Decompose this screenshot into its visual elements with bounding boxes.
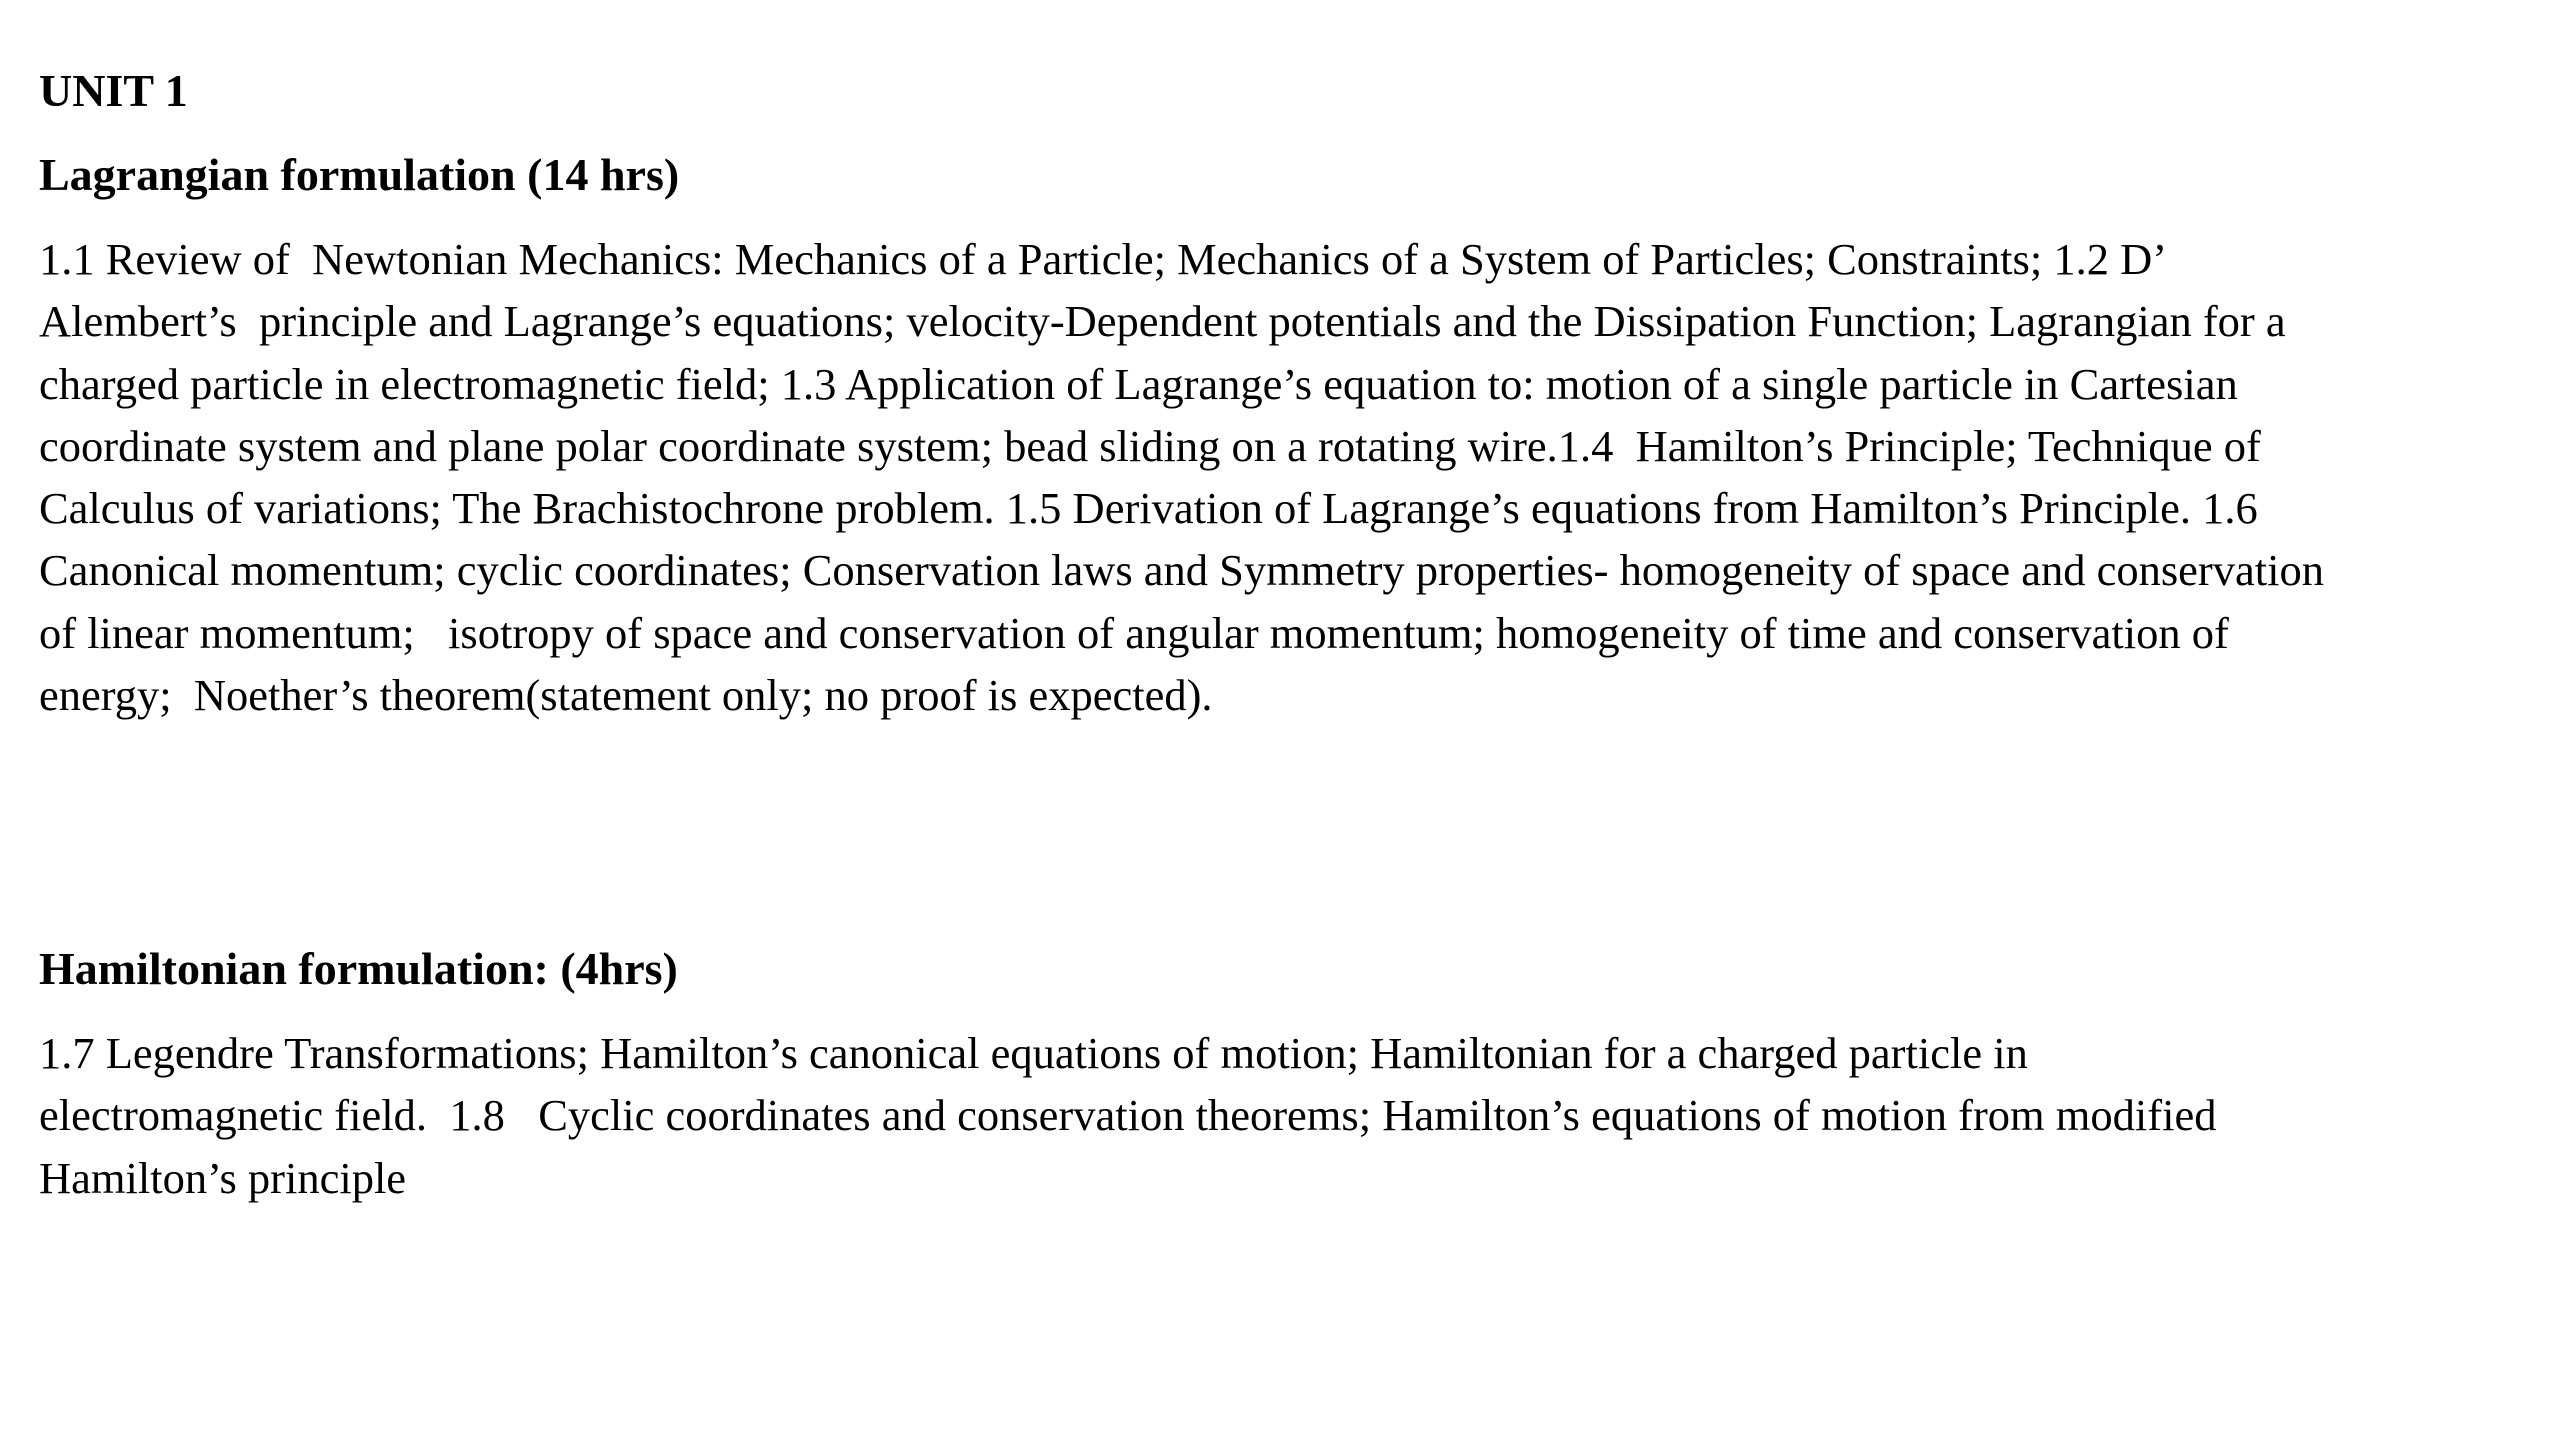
text-line: charged particle in electromagnetic field; 1.3 Application of Lagrange’s equation to: motion of a single particle in Cartesian: [39, 358, 2238, 409]
text-line: 1.7 Legendre Transformations; Hamilton’s canonical equations of motion; Hamiltonian for a charged particle in: [39, 1028, 2028, 1078]
text-line: Canonical momentum; cyclic coordinates; Conservation laws and Symmetry properties- homogeneity of space and conservation: [39, 545, 2324, 596]
text-line: Hamilton’s principle: [39, 1152, 407, 1203]
text-line: Calculus of variations; The Brachistochrone problem. 1.5 Derivation of Lagrange’s equations from Hamilton’s Principle. 1.6: [39, 483, 2258, 534]
text-line: electromagnetic field. 1.8 Cyclic coordinates and conservation theorems; Hamilton’s equations of motion from modified: [39, 1090, 2217, 1141]
unit-title: UNIT 1: [39, 65, 188, 116]
hamiltonian-paragraph: [39, 1022, 2216, 1209]
hamiltonian-heading: Hamiltonian formulation: (4hrs): [39, 943, 678, 994]
text-line: Alembert’s principle and Lagrange’s equations; velocity-Dependent potentials and the Dissipation Function; Lagrangian for a: [39, 296, 2286, 347]
lagrangian-paragraph: [39, 228, 2324, 726]
text-line: energy; Noether’s theorem(statement only; no proof is expected).: [39, 670, 1213, 721]
text-line: coordinate system and plane polar coordinate system; bead sliding on a rotating wire.1.4 Hamilton’s Principle; Technique of: [39, 420, 2261, 471]
text-line: 1.1 Review of Newtonian Mechanics: Mechanics of a Particle; Mechanics of a System of Particles; Constraints; 1.2 D’: [39, 234, 2168, 284]
text-line: of linear momentum; isotropy of space and conservation of angular momentum; homogeneity of time and conservation of: [39, 607, 2229, 658]
syllabus-page: [39, 0, 2529, 1440]
lagrangian-heading: Lagrangian formulation (14 hrs): [39, 149, 680, 200]
